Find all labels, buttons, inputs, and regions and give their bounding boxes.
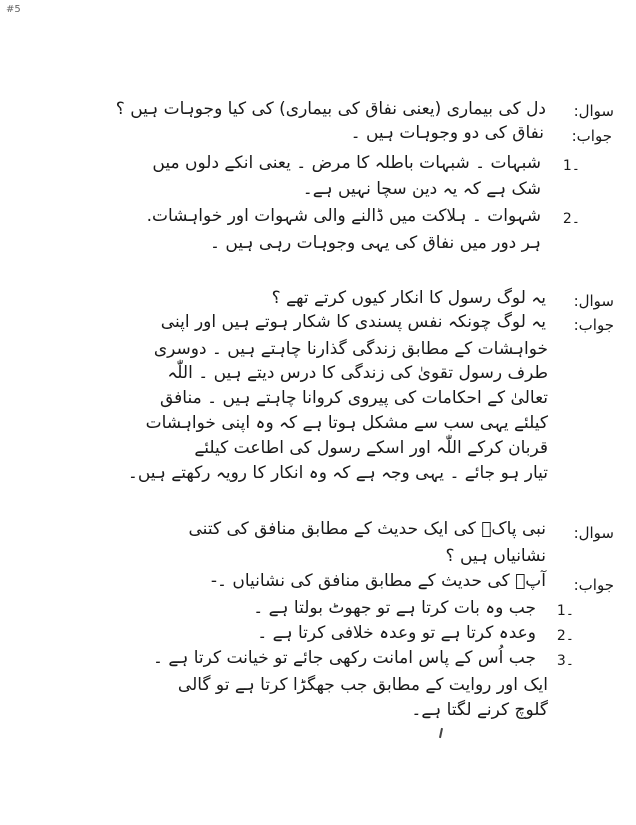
- question-label: سوال:: [573, 524, 614, 542]
- closing-line: ہر دور میں نفاق کی یہی وجوہات رہی ہیں ۔: [210, 233, 541, 253]
- list-number: ۔1: [556, 603, 574, 619]
- list-number: ۔1: [562, 158, 580, 174]
- page-number: #5: [6, 4, 21, 15]
- list-item: شبہات ۔ شبہات باطلہ کا مرض ۔ یعنی انکے دلوں میں: [152, 153, 541, 173]
- answer-label: جواب:: [573, 316, 614, 334]
- answer-intro: نفاق کی دو وجوہات ہیں ۔: [350, 123, 544, 143]
- answer-label: جواب:: [571, 127, 612, 145]
- question-text-continuation: نشانیاں ہیں ؟: [445, 546, 546, 566]
- question-text: نبی پاکؐ کی ایک حدیث کے مطابق منافق کی کتنی: [188, 519, 546, 539]
- list-item-continuation: شک ہے کہ یہ دین سچا نہیں ہے۔: [302, 179, 541, 199]
- list-item: جب وہ بات کرتا ہے تو جھوٹ بولتا ہے ۔: [253, 598, 536, 618]
- list-item: شہوات ۔ ہلاکت میں ڈالنے والی شہوات اور خواہشات.: [146, 206, 541, 226]
- answer-line: طرف رسول تقویٰ کی زندگی کا درس دیتے ہیں ۔ اللّٰہ: [167, 363, 548, 383]
- answer-line: کیلئے یہی سب سے مشکل ہوتا ہے کہ وہ اپنی خواہشات: [145, 413, 548, 433]
- list-number: ۔2: [556, 628, 574, 644]
- list-item: وعدہ کرتا ہے تو وعدہ خلافی کرتا ہے ۔: [257, 623, 536, 643]
- answer-line: یہ لوگ چونکہ نفس پسندی کا شکار ہوتے ہیں اور اپنی: [160, 312, 546, 332]
- extra-note-continuation: گلوچ کرنے لگتا ہے۔: [411, 700, 548, 720]
- extra-note: ایک اور روایت کے مطابق جب جھگڑا کرتا ہے تو گالی: [177, 675, 548, 695]
- answer-intro: آپؐ کی حدیث کے مطابق منافق کی نشانیاں ۔-: [210, 571, 546, 591]
- question-text: دل کی بیماری (یعنی نفاق کی بیماری) کی کیا وجوہات ہیں ؟: [115, 99, 546, 119]
- answer-line: تعالیٰ کے احکامات کی پیروی کروانا چاہتے ہیں ۔ منافق: [159, 388, 548, 408]
- answer-line: خواہشات کے مطابق زندگی گذارنا چاہتے ہیں ۔ دوسری: [153, 339, 548, 359]
- question-text: یہ لوگ رسول کا انکار کیوں کرتے تھے ؟: [271, 288, 546, 308]
- list-number: ۔3: [556, 653, 574, 669]
- question-label: سوال:: [573, 292, 614, 310]
- list-number: ۔2: [562, 211, 580, 227]
- pen-mark: [439, 728, 443, 738]
- answer-line: تیار ہو جائے ۔ یہی وجہ ہے کہ وہ انکار کا رویہ رکھتے ہیں۔: [127, 463, 548, 483]
- answer-label: جواب:: [573, 576, 614, 594]
- list-item: جب اُس کے پاس امانت رکھی جائے تو خیانت کرتا ہے ۔: [153, 648, 536, 668]
- question-label: سوال:: [573, 102, 614, 120]
- answer-line: قربان کرکے اللّٰہ اور اسکے رسول کی اطاعت کیلئے: [194, 438, 548, 458]
